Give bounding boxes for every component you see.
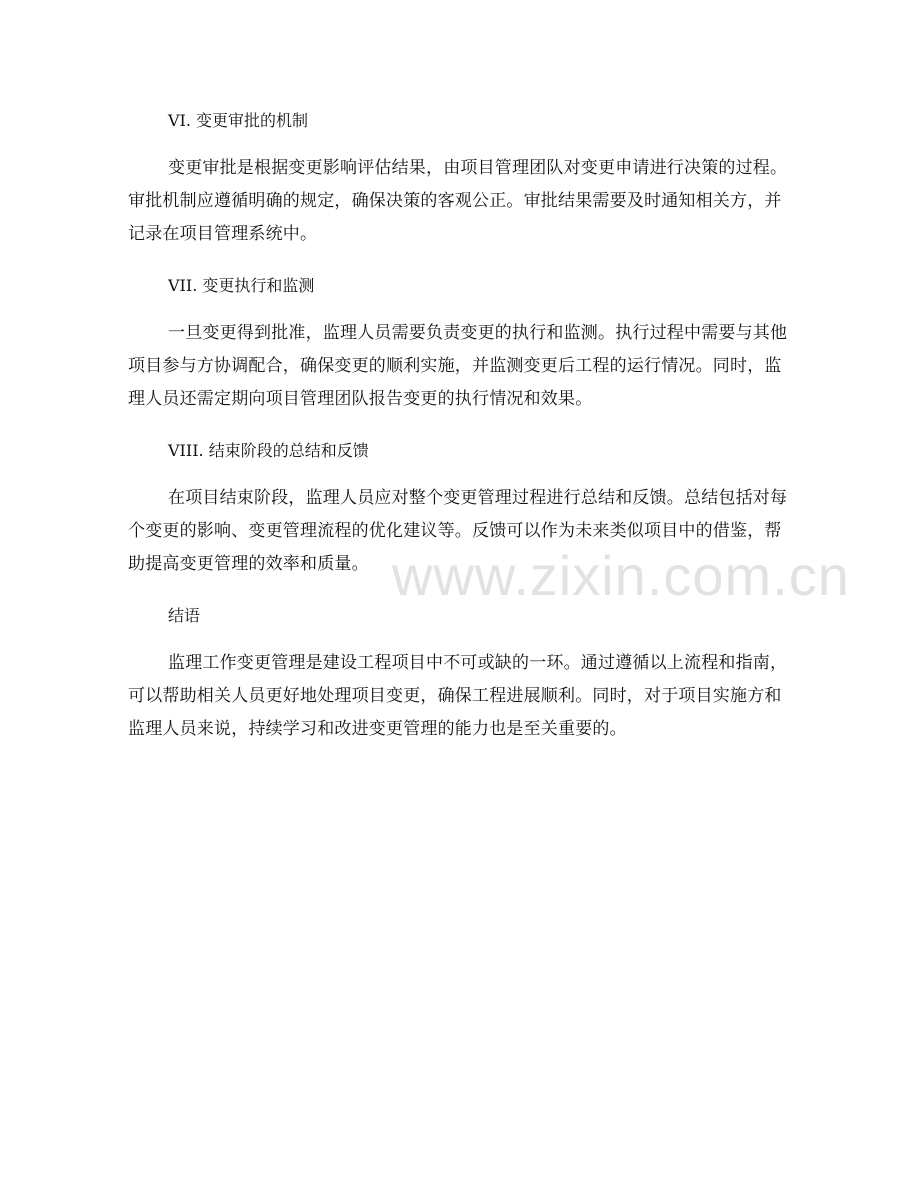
section-heading-viii: VIII. 结束阶段的总结和反馈 [168, 441, 369, 460]
section-paragraph-viii: 在项目结束阶段，监理人员应对整个变更管理过程进行总结和反馈。总结包括对每个变更的影响、变更管理流程的优化建议等。反馈可以作为未来类似项目中的借鉴，帮助提高变更管理的效率和质量。 [128, 488, 788, 574]
watermark: www.zixin.com.cn [392, 544, 850, 607]
section-paragraph-vii: 一旦变更得到批准，监理人员需要负责变更的执行和监测。执行过程中需要与其他项目参与方协调配合，确保变更的顺利实施，并监测变更后工程的运行情况。同时，监理人员还需定期向项目管理团队报告变更的执行情况和效果。 [128, 323, 788, 409]
section-paragraph-vi: 变更审批是根据变更影响评估结果，由项目管理团队对变更申请进行决策的过程。审批机制应遵循明确的规定，确保决策的客观公正。审批结果需要及时通知相关方，并记录在项目管理系统中。 [128, 158, 788, 244]
section-heading-conclusion: 结语 [168, 606, 201, 625]
section-heading-vii: VII. 变更执行和监测 [168, 276, 315, 295]
document-body [128, 104, 792, 764]
section-paragraph-conclusion: 监理工作变更管理是建设工程项目中不可或缺的一环。通过遵循以上流程和指南，可以帮助相关人员更好地处理项目变更，确保工程进展顺利。同时，对于项目实施方和监理人员来说，持续学习和改进变更管理的能力也是至关重要的。 [128, 653, 788, 739]
section-heading-vi: VI. 变更审批的机制 [168, 111, 309, 130]
